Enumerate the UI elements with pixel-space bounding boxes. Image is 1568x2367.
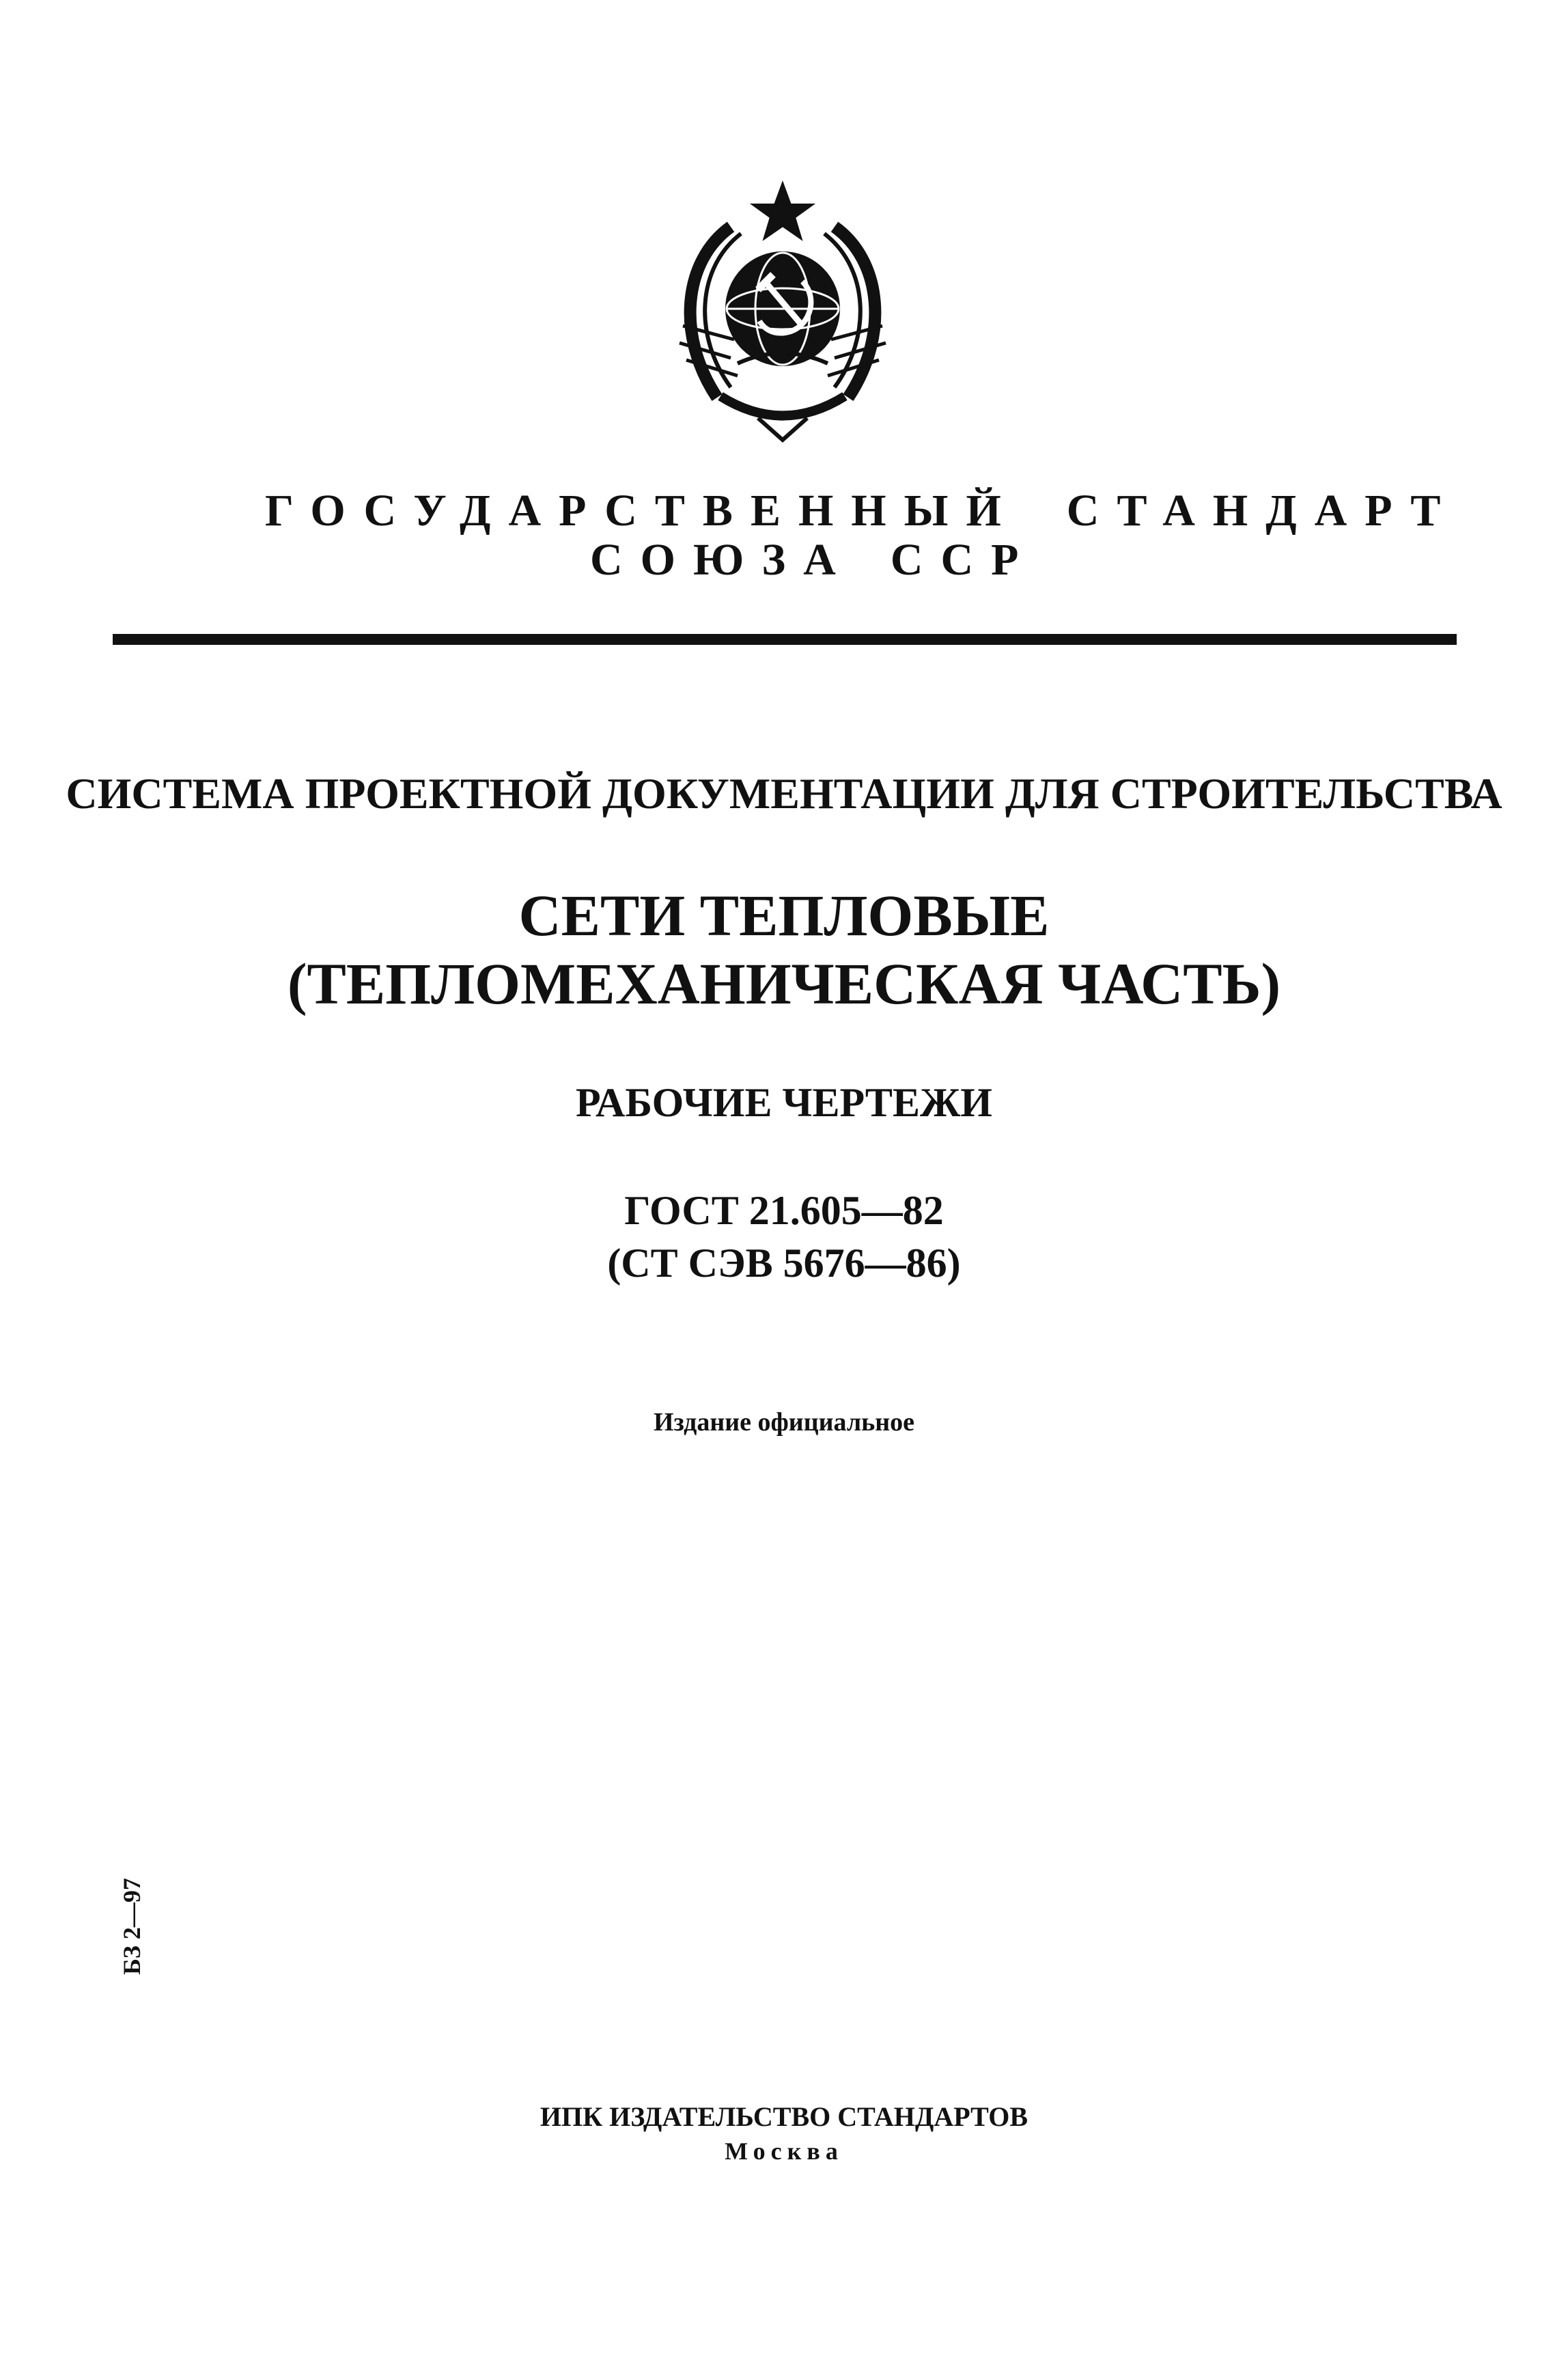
- gost-code: ГОСТ 21.605—82: [624, 1188, 944, 1233]
- document-title-line2: (ТЕПЛОМЕХАНИЧЕСКАЯ ЧАСТЬ): [287, 951, 1281, 1016]
- edition-label: Издание официальное: [653, 1408, 914, 1437]
- header-word-union: СОЮЗА: [590, 535, 854, 585]
- header-title-line1: [265, 485, 1459, 537]
- document-title-line1: СЕТИ ТЕПЛОВЫЕ: [518, 883, 1050, 948]
- header-word-state: ГОСУДАРСТВЕННЫЙ: [265, 486, 1019, 536]
- side-code: [117, 1858, 146, 1995]
- header-divider: [113, 634, 1457, 645]
- side-code-text: БЗ 2—97: [118, 1878, 145, 1975]
- header-title-line2: [590, 534, 1068, 586]
- sev-code: (СТ СЭВ 5676—86): [607, 1241, 961, 1286]
- system-name: СИСТЕМА ПРОЕКТНОЙ ДОКУМЕНТАЦИИ ДЛЯ СТРОИТЕЛЬСТВА: [66, 769, 1502, 818]
- document-subtitle: РАБОЧИЕ ЧЕРТЕЖИ: [576, 1080, 992, 1125]
- publisher-name: ИПК ИЗДАТЕЛЬСТВО СТАНДАРТОВ: [540, 2101, 1028, 2132]
- publisher-city: Москва: [725, 2137, 843, 2165]
- header-word-standard: СТАНДАРТ: [1066, 486, 1459, 536]
- ussr-emblem-icon: [656, 179, 910, 445]
- header-word-ussr: ССР: [890, 535, 1037, 585]
